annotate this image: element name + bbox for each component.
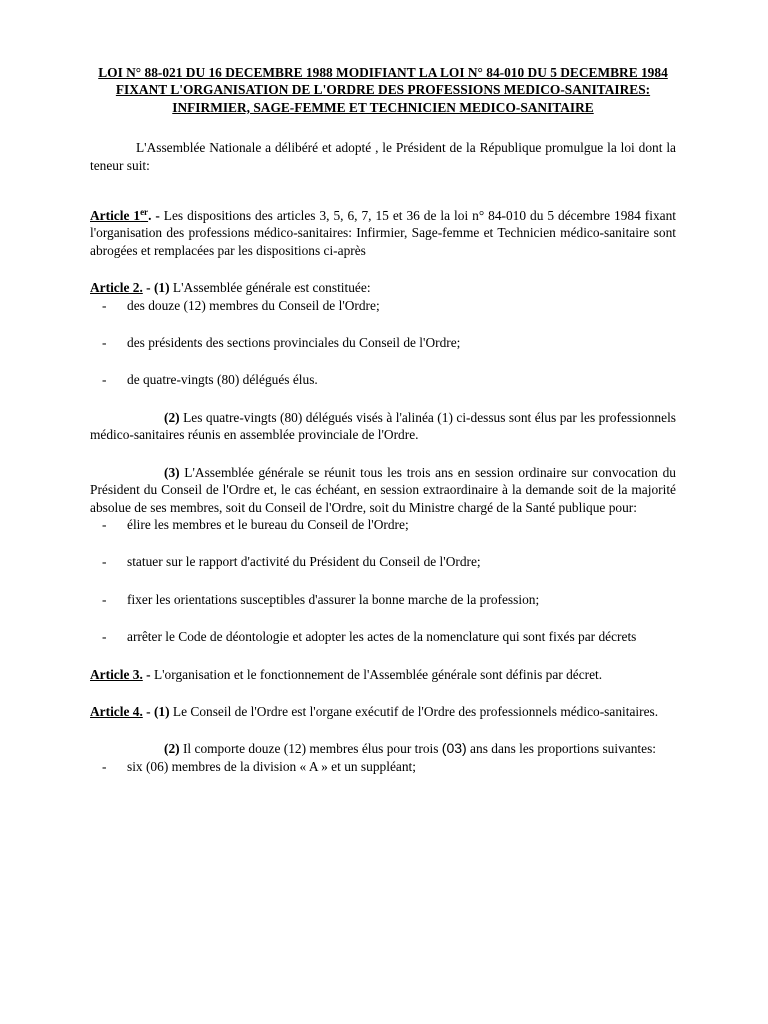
list-item: - des présidents des sections provinciales du Conseil de l'Ordre;	[90, 334, 676, 351]
article-2-label: Article 2.	[90, 280, 143, 296]
list-item: - six (06) membres de la division « A » et un suppléant;	[90, 758, 676, 775]
law-title: LOI N° 88-021 DU 16 DECEMBRE 1988 MODIFIANT LA LOI N° 84-010 DU 5 DECEMBRE 1984 FIXANT L'ORGANISATION DE L'ORDRE DES PROFESSIONS MEDICO-SANITAIRES: INFIRMIER, SAGE-FEMME ET TECHNICIEN MEDICO-SANITAIRE	[98, 65, 668, 115]
article-2-list-2	[90, 516, 676, 646]
article-4-list	[90, 758, 676, 775]
list-item: - élire les membres et le bureau du Conseil de l'Ordre;	[90, 516, 676, 533]
article-1: Article 1er. - Les dispositions des articles 3, 5, 6, 7, 15 et 36 de la loi n° 84-010 du 5 décembre 1984 fixant l'organisation des professions médico-sanitaires: Infirmier, Sage-femme et Technicien médico-sanitaire sont abrogées et remplacées par les dispositions ci-après	[90, 207, 677, 258]
article-2-para-3: (3) L'Assemblée générale se réunit tous les trois ans en session ordinaire sur convocation du Président du Conseil de l'Ordre et, le cas échéant, en session extraordinaire à la demande soit de la majorité absolue de ses membres, soit du Conseil de l'Ordre, soit du Ministre chargé de la Santé publique pour:	[90, 464, 676, 515]
article-2-list-1	[90, 297, 676, 389]
article-2-para-2: (2) Les quatre-vingts (80) délégués visés à l'alinéa (1) ci-dessus sont élus par les professionnels médico-sanitaires réunis en assemblée provinciale de l'Ordre.	[90, 409, 676, 443]
document-page	[90, 64, 676, 775]
article-1-label: Article 1er	[90, 207, 149, 224]
list-item: - des douze (12) membres du Conseil de l'Ordre;	[90, 297, 676, 314]
article-3-label: Article 3.	[90, 666, 143, 682]
article-2-intro: Article 2. - (1) L'Assemblée générale est constituée:	[90, 280, 371, 296]
list-item: - de quatre-vingts (80) délégués élus.	[90, 371, 676, 388]
article-4-para-2: (2) Il comporte douze (12) membres élus pour trois (03) ans dans les proportions suivantes:	[164, 740, 657, 757]
article-4-intro: Article 4. - (1) Le Conseil de l'Ordre est l'organe exécutif de l'Ordre des professionnels médico-sanitaires.	[90, 703, 659, 719]
article-4-label: Article 4.	[90, 703, 143, 719]
article-3: Article 3. - L'organisation et le fonctionnement de l'Assemblée générale sont définis par décret.	[90, 666, 603, 682]
list-item: - statuer sur le rapport d'activité du Président du Conseil de l'Ordre;	[90, 553, 676, 570]
list-item: - arrêter le Code de déontologie et adopter les actes de la nomenclature qui sont fixés par décrets	[90, 628, 676, 645]
list-item: - fixer les orientations susceptibles d'assurer la bonne marche de la profession;	[90, 591, 676, 608]
preamble: L'Assemblée Nationale a délibéré et adopté , le Président de la République promulgue la loi dont la teneur suit:	[90, 140, 676, 173]
